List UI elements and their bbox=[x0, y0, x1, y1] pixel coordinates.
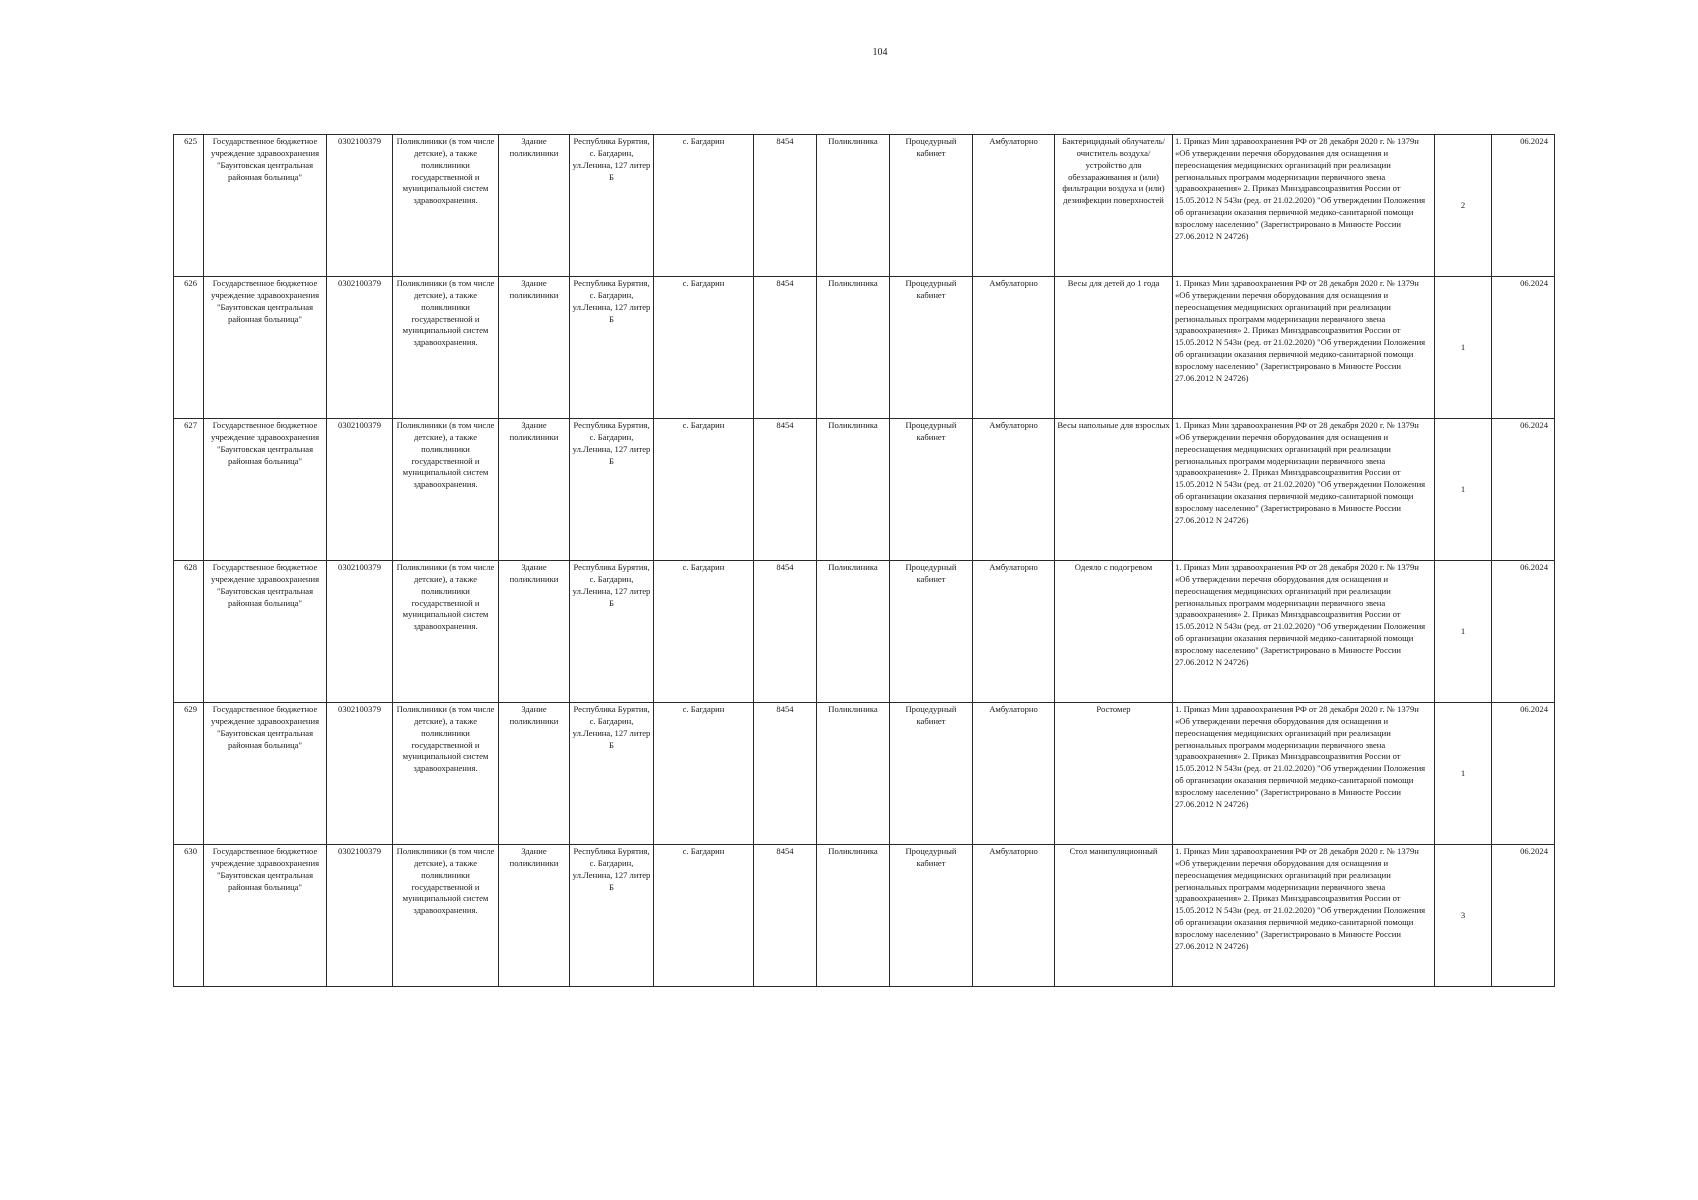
legal-basis-cell: 1. Приказ Мин здравоохранения РФ от 28 декабря 2020 г. № 1379н «Об утверждении перечня оборудования для оснащения и переоснащения медицинских организаций при реализации региональных программ модернизации первичного звена здравоохранения» 2. Приказ Минздравсоцразвития России от 15.05.2012 N 543н (ред. от 21.02.2020) "Об утверждении Положения об организации оказания первичной медико-санитарной помощи взрослому населению" (Зарегистрировано в Минюсте России 27.06.2012 N 24726) bbox=[1173, 845, 1435, 987]
care-type-cell: Амбулаторно bbox=[973, 703, 1055, 845]
legal-basis-cell: 1. Приказ Мин здравоохранения РФ от 28 декабря 2020 г. № 1379н «Об утверждении перечня оборудования для оснащения и переоснащения медицинских организаций при реализации региональных программ модернизации первичного звена здравоохранения» 2. Приказ Минздравсоцразвития России от 15.05.2012 N 543н (ред. от 21.02.2020) "Об утверждении Положения об организации оказания первичной медико-санитарной помощи взрослому населению" (Зарегистрировано в Минюсте России 27.06.2012 N 24726) bbox=[1173, 277, 1435, 419]
facility-type-cell: Поликлиники (в том числе детские), а также поликлиники государственной и муниципальной систем здравоохранения. bbox=[393, 561, 499, 703]
building-cell: Здание поликлиники bbox=[499, 135, 570, 277]
unit-cell: Поликлиника bbox=[817, 277, 890, 419]
code-cell: 0302100379 bbox=[327, 135, 393, 277]
table-row bbox=[174, 845, 1555, 987]
building-cell: Здание поликлиники bbox=[499, 703, 570, 845]
care-type-cell: Амбулаторно bbox=[973, 561, 1055, 703]
unit-cell: Поликлиника bbox=[817, 703, 890, 845]
locality-cell: с. Багдарин bbox=[654, 277, 754, 419]
equipment-cell: Ростомер bbox=[1055, 703, 1173, 845]
equipment-table bbox=[173, 134, 1555, 987]
room-cell: Процедурный кабинет bbox=[890, 561, 973, 703]
quantity-cell: 2 bbox=[1435, 135, 1492, 277]
table-row bbox=[174, 419, 1555, 561]
table-row bbox=[174, 277, 1555, 419]
building-cell: Здание поликлиники bbox=[499, 277, 570, 419]
room-cell: Процедурный кабинет bbox=[890, 703, 973, 845]
equipment-cell: Стол манипуляционный bbox=[1055, 845, 1173, 987]
address-cell: Республика Бурятия, с. Багдарин, ул.Ленина, 127 литер Б bbox=[570, 703, 654, 845]
okato-cell: 8454 bbox=[754, 561, 817, 703]
equipment-cell: Весы напольные для взрослых bbox=[1055, 419, 1173, 561]
facility-type-cell: Поликлиники (в том числе детские), а также поликлиники государственной и муниципальной систем здравоохранения. bbox=[393, 135, 499, 277]
building-cell: Здание поликлиники bbox=[499, 561, 570, 703]
quantity-cell: 1 bbox=[1435, 419, 1492, 561]
unit-cell: Поликлиника bbox=[817, 419, 890, 561]
equipment-cell: Весы для детей до 1 года bbox=[1055, 277, 1173, 419]
room-cell: Процедурный кабинет bbox=[890, 845, 973, 987]
unit-cell: Поликлиника bbox=[817, 561, 890, 703]
locality-cell: с. Багдарин bbox=[654, 845, 754, 987]
facility-type-cell: Поликлиники (в том числе детские), а также поликлиники государственной и муниципальной систем здравоохранения. bbox=[393, 419, 499, 561]
care-type-cell: Амбулаторно bbox=[973, 135, 1055, 277]
institution-cell: Государственное бюджетное учреждение здравоохранения "Баунтовская центральная районная больница" bbox=[204, 135, 327, 277]
date-cell: 06.2024 bbox=[1492, 845, 1555, 987]
row-number-cell: 627 bbox=[174, 419, 204, 561]
table-body bbox=[174, 135, 1555, 987]
okato-cell: 8454 bbox=[754, 277, 817, 419]
equipment-cell: Одеяло с подогревом bbox=[1055, 561, 1173, 703]
date-cell: 06.2024 bbox=[1492, 277, 1555, 419]
room-cell: Процедурный кабинет bbox=[890, 277, 973, 419]
care-type-cell: Амбулаторно bbox=[973, 845, 1055, 987]
locality-cell: с. Багдарин bbox=[654, 703, 754, 845]
date-cell: 06.2024 bbox=[1492, 561, 1555, 703]
quantity-cell: 1 bbox=[1435, 561, 1492, 703]
building-cell: Здание поликлиники bbox=[499, 845, 570, 987]
legal-basis-cell: 1. Приказ Мин здравоохранения РФ от 28 декабря 2020 г. № 1379н «Об утверждении перечня оборудования для оснащения и переоснащения медицинских организаций при реализации региональных программ модернизации первичного звена здравоохранения» 2. Приказ Минздравсоцразвития России от 15.05.2012 N 543н (ред. от 21.02.2020) "Об утверждении Положения об организации оказания первичной медико-санитарной помощи взрослому населению" (Зарегистрировано в Минюсте России 27.06.2012 N 24726) bbox=[1173, 561, 1435, 703]
care-type-cell: Амбулаторно bbox=[973, 277, 1055, 419]
table-row bbox=[174, 703, 1555, 845]
unit-cell: Поликлиника bbox=[817, 845, 890, 987]
care-type-cell: Амбулаторно bbox=[973, 419, 1055, 561]
legal-basis-cell: 1. Приказ Мин здравоохранения РФ от 28 декабря 2020 г. № 1379н «Об утверждении перечня оборудования для оснащения и переоснащения медицинских организаций при реализации региональных программ модернизации первичного звена здравоохранения» 2. Приказ Минздравсоцразвития России от 15.05.2012 N 543н (ред. от 21.02.2020) "Об утверждении Положения об организации оказания первичной медико-санитарной помощи взрослому населению" (Зарегистрировано в Минюсте России 27.06.2012 N 24726) bbox=[1173, 419, 1435, 561]
row-number-cell: 629 bbox=[174, 703, 204, 845]
date-cell: 06.2024 bbox=[1492, 135, 1555, 277]
unit-cell: Поликлиника bbox=[817, 135, 890, 277]
table-row bbox=[174, 561, 1555, 703]
facility-type-cell: Поликлиники (в том числе детские), а также поликлиники государственной и муниципальной систем здравоохранения. bbox=[393, 845, 499, 987]
code-cell: 0302100379 bbox=[327, 703, 393, 845]
institution-cell: Государственное бюджетное учреждение здравоохранения "Баунтовская центральная районная больница" bbox=[204, 703, 327, 845]
institution-cell: Государственное бюджетное учреждение здравоохранения "Баунтовская центральная районная больница" bbox=[204, 561, 327, 703]
institution-cell: Государственное бюджетное учреждение здравоохранения "Баунтовская центральная районная больница" bbox=[204, 419, 327, 561]
code-cell: 0302100379 bbox=[327, 419, 393, 561]
code-cell: 0302100379 bbox=[327, 561, 393, 703]
address-cell: Республика Бурятия, с. Багдарин, ул.Ленина, 127 литер Б bbox=[570, 135, 654, 277]
quantity-cell: 1 bbox=[1435, 703, 1492, 845]
row-number-cell: 628 bbox=[174, 561, 204, 703]
date-cell: 06.2024 bbox=[1492, 703, 1555, 845]
code-cell: 0302100379 bbox=[327, 845, 393, 987]
address-cell: Республика Бурятия, с. Багдарин, ул.Ленина, 127 литер Б bbox=[570, 277, 654, 419]
locality-cell: с. Багдарин bbox=[654, 135, 754, 277]
okato-cell: 8454 bbox=[754, 135, 817, 277]
quantity-cell: 3 bbox=[1435, 845, 1492, 987]
legal-basis-cell: 1. Приказ Мин здравоохранения РФ от 28 декабря 2020 г. № 1379н «Об утверждении перечня оборудования для оснащения и переоснащения медицинских организаций при реализации региональных программ модернизации первичного звена здравоохранения» 2. Приказ Минздравсоцразвития России от 15.05.2012 N 543н (ред. от 21.02.2020) "Об утверждении Положения об организации оказания первичной медико-санитарной помощи взрослому населению" (Зарегистрировано в Минюсте России 27.06.2012 N 24726) bbox=[1173, 135, 1435, 277]
okato-cell: 8454 bbox=[754, 845, 817, 987]
locality-cell: с. Багдарин bbox=[654, 419, 754, 561]
facility-type-cell: Поликлиники (в том числе детские), а также поликлиники государственной и муниципальной систем здравоохранения. bbox=[393, 703, 499, 845]
row-number-cell: 626 bbox=[174, 277, 204, 419]
room-cell: Процедурный кабинет bbox=[890, 135, 973, 277]
locality-cell: с. Багдарин bbox=[654, 561, 754, 703]
page-number: 104 bbox=[872, 47, 888, 58]
room-cell: Процедурный кабинет bbox=[890, 419, 973, 561]
okato-cell: 8454 bbox=[754, 703, 817, 845]
institution-cell: Государственное бюджетное учреждение здравоохранения "Баунтовская центральная районная больница" bbox=[204, 277, 327, 419]
row-number-cell: 630 bbox=[174, 845, 204, 987]
facility-type-cell: Поликлиники (в том числе детские), а также поликлиники государственной и муниципальной систем здравоохранения. bbox=[393, 277, 499, 419]
equipment-cell: Бактерицидный облучатель/очиститель воздуха/устройство для обеззараживания и (или) фильтрации воздуха и (или) дезинфекции поверхностей bbox=[1055, 135, 1173, 277]
address-cell: Республика Бурятия, с. Багдарин, ул.Ленина, 127 литер Б bbox=[570, 419, 654, 561]
code-cell: 0302100379 bbox=[327, 277, 393, 419]
date-cell: 06.2024 bbox=[1492, 419, 1555, 561]
okato-cell: 8454 bbox=[754, 419, 817, 561]
building-cell: Здание поликлиники bbox=[499, 419, 570, 561]
legal-basis-cell: 1. Приказ Мин здравоохранения РФ от 28 декабря 2020 г. № 1379н «Об утверждении перечня оборудования для оснащения и переоснащения медицинских организаций при реализации региональных программ модернизации первичного звена здравоохранения» 2. Приказ Минздравсоцразвития России от 15.05.2012 N 543н (ред. от 21.02.2020) "Об утверждении Положения об организации оказания первичной медико-санитарной помощи взрослому населению" (Зарегистрировано в Минюсте России 27.06.2012 N 24726) bbox=[1173, 703, 1435, 845]
row-number-cell: 625 bbox=[174, 135, 204, 277]
address-cell: Республика Бурятия, с. Багдарин, ул.Ленина, 127 литер Б bbox=[570, 845, 654, 987]
institution-cell: Государственное бюджетное учреждение здравоохранения "Баунтовская центральная районная больница" bbox=[204, 845, 327, 987]
address-cell: Республика Бурятия, с. Багдарин, ул.Ленина, 127 литер Б bbox=[570, 561, 654, 703]
table-row bbox=[174, 135, 1555, 277]
quantity-cell: 1 bbox=[1435, 277, 1492, 419]
